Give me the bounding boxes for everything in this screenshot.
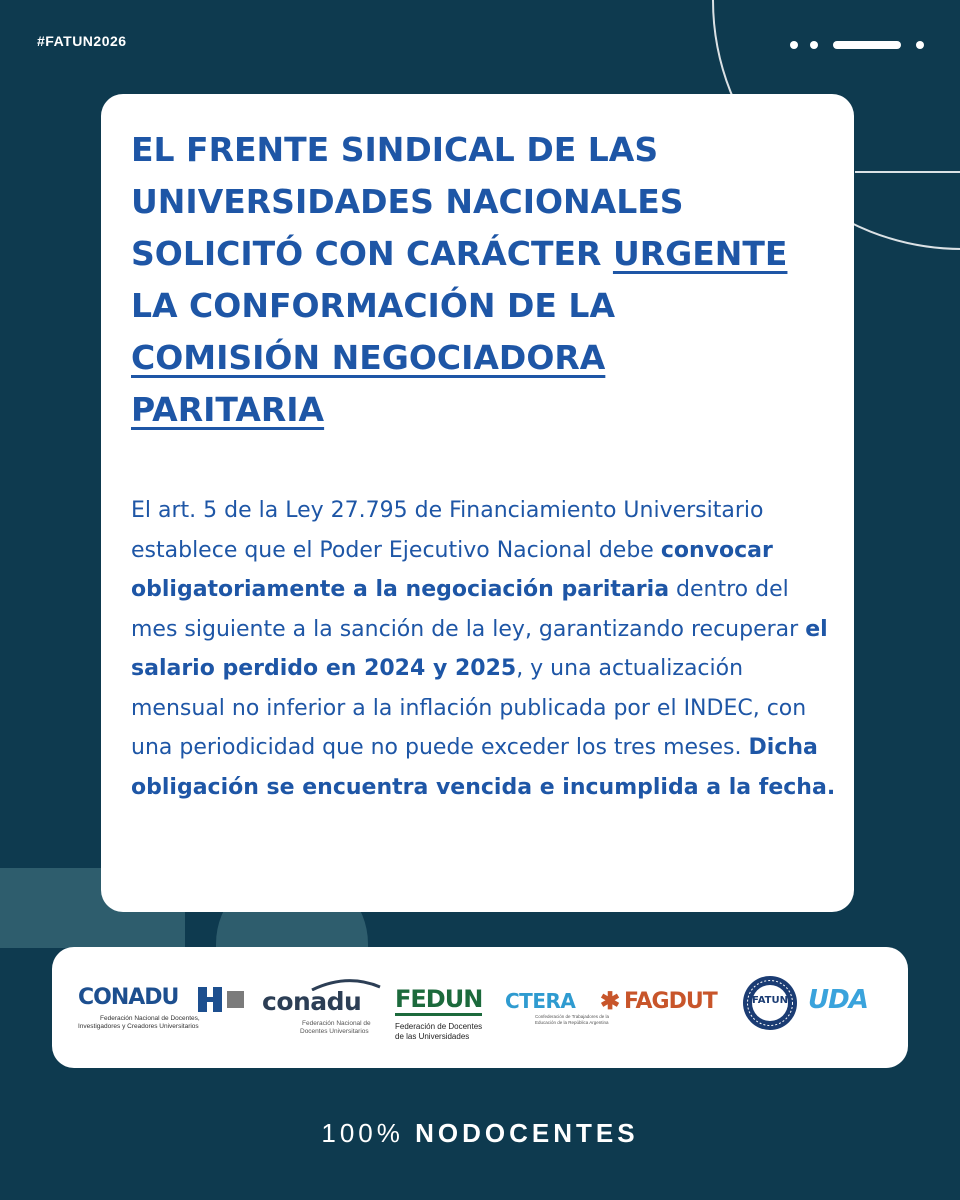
decorative-line bbox=[855, 171, 960, 173]
fedun-logo bbox=[395, 985, 497, 1043]
headline-line: EL FRENTE SINDICAL DE LAS bbox=[131, 130, 659, 169]
pagination-dot bbox=[790, 41, 798, 49]
pagination-dot bbox=[810, 41, 818, 49]
footer-percent: 100% bbox=[321, 1118, 404, 1148]
conadu-logo-subtitle: Federación Nacional de bbox=[302, 1020, 371, 1027]
fedun-logo-subtitle: de las Universidades bbox=[395, 1032, 470, 1041]
conaduh-logo bbox=[78, 985, 248, 1035]
fagdut-logo bbox=[600, 989, 740, 1019]
pagination-active-pill bbox=[833, 41, 901, 49]
body-bold-text: el salario perdido en 2024 y 2025 bbox=[131, 616, 828, 681]
body-text: dentro del mes siguiente a la sanción de la ley, garantizando recuperar bbox=[131, 577, 806, 642]
conadu-logo-subtitle: Docentes Universitarios bbox=[300, 1028, 369, 1035]
ctera-logo-subtitle: Educación de la República Argentina bbox=[535, 1020, 609, 1025]
conaduh-square-icon bbox=[227, 991, 244, 1008]
uda-logo-name: UDA bbox=[808, 985, 868, 1015]
headline-line: UNIVERSIDADES NACIONALES bbox=[131, 182, 684, 221]
headline-underlined-text: URGENTE bbox=[612, 234, 788, 273]
conaduh-logo-subtitle: Investigadores y Creadores Universitarios bbox=[78, 1023, 199, 1030]
fagdut-logo-name: FAGDUT bbox=[624, 989, 717, 1014]
headline bbox=[131, 124, 831, 436]
conadu-logo bbox=[262, 975, 387, 1039]
fagdut-asterisk-icon: ✱ bbox=[600, 988, 621, 1015]
conaduh-h-mark bbox=[213, 987, 222, 1012]
conadu-logo-name: conadu bbox=[262, 987, 362, 1016]
pagination-indicator bbox=[790, 40, 930, 50]
body-bold-text: convocar obligatoriamente a la negociación paritaria bbox=[131, 537, 773, 602]
headline-underlined-text: PARITARIA bbox=[131, 390, 325, 429]
footer-word: NODOCENTES bbox=[415, 1118, 639, 1148]
logos-bar bbox=[52, 947, 908, 1068]
conaduh-logo-name: CONADU bbox=[78, 985, 179, 1010]
pagination-dot bbox=[916, 41, 924, 49]
fedun-logo-subtitle: Federación de Docentes bbox=[395, 1022, 483, 1031]
main-card bbox=[101, 94, 854, 912]
body-text: El art. 5 de la Ley 27.795 de Financiamiento Universitario establece que el Poder Ejecutivo Nacional debe bbox=[131, 498, 764, 563]
headline-underlined-text: COMISIÓN NEGOCIADORA bbox=[131, 338, 606, 377]
body-bold-text: Dicha obligación se encuentra vencida e incumplida a la fecha. bbox=[131, 735, 836, 800]
ctera-logo-name: CTERA bbox=[505, 989, 576, 1013]
fedun-logo-name: FEDUN bbox=[395, 985, 482, 1016]
ctera-logo bbox=[505, 989, 610, 1029]
body-text: , y una actualización mensual no inferior a la inflación publicada por el INDEC, con una periodicidad que no puede exceder los tres meses. bbox=[131, 656, 807, 760]
headline-line: SOLICITÓ CON CARÁCTER bbox=[131, 234, 613, 273]
uda-logo bbox=[808, 985, 883, 1020]
fatun-logo-name: FATUN bbox=[752, 995, 788, 1006]
fatun-logo bbox=[742, 975, 798, 1031]
conaduh-logo-subtitle: Federación Nacional de Docentes, bbox=[100, 1015, 200, 1022]
ctera-logo-subtitle: Confederación de Trabajadores de la bbox=[535, 1014, 610, 1019]
headline-line: LA CONFORMACIÓN DE LA bbox=[131, 286, 615, 325]
footer-brand bbox=[0, 1118, 960, 1149]
body-paragraph bbox=[131, 491, 836, 807]
hashtag-label: #FATUN2026 bbox=[37, 33, 127, 49]
